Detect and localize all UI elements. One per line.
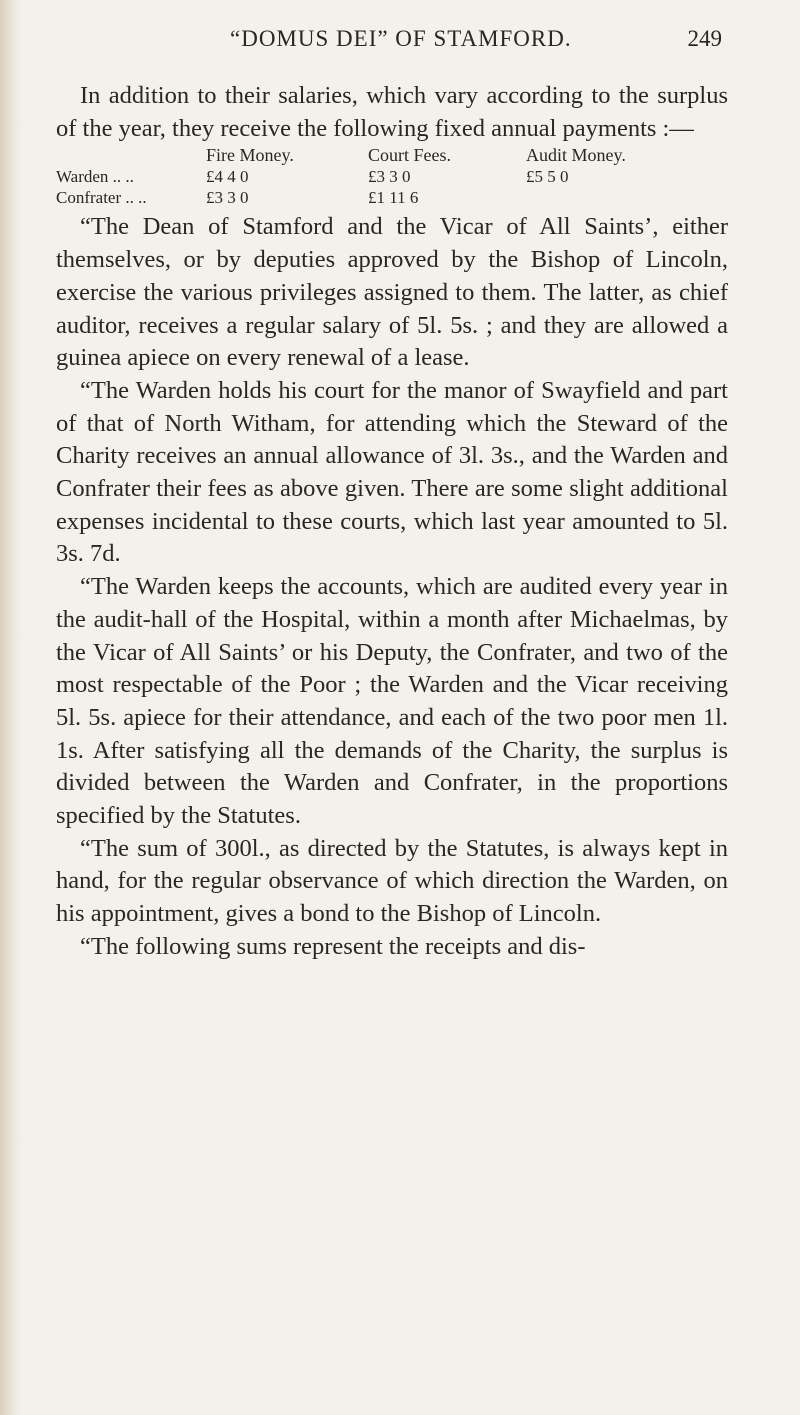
body-text	[56, 80, 728, 964]
running-head	[0, 26, 800, 66]
page-number: 249	[687, 26, 722, 51]
running-title: “DOMUS DEI” OF STAMFORD.	[230, 26, 572, 51]
paragraph-sum: “The sum of 300l., as directed by the Statutes, is always kept in hand, for the regular observance of which direction the Warden, on his appointment, gives a bond to the Bishop of Lincoln.	[56, 834, 728, 928]
fees-row-label: Confrater .. ..	[56, 188, 147, 208]
fees-cell-audit	[526, 187, 666, 208]
fees-header-blank	[56, 145, 206, 166]
fees-row-confrater	[56, 187, 666, 208]
fees-cell-court: £1 11 6	[368, 188, 419, 208]
fees-cell-audit: £5 5 0	[526, 167, 569, 187]
fees-cell-court: £3 3 0	[368, 167, 411, 187]
fees-row-label: Warden .. ..	[56, 167, 134, 187]
fees-header-audit: Audit Money.	[526, 145, 626, 166]
fees-table	[56, 145, 666, 208]
fees-cell-fire: £4 4 0	[206, 167, 249, 187]
fees-row-warden	[56, 166, 666, 187]
paragraph-accounts: “The Warden keeps the accounts, which are audited every year in the audit-hall of the Hospital, within a month after Michaelmas, by the Vicar of All Saints’ or his Deputy, the Confrater, and two of the most respectable of the Poor ; the Warden and the Vicar receiving 5l. 5s. apiece for their attendance, and each of the two poor men 1l. 1s. After satisfying all the demands of the Charity, the surplus is divided between the Warden and Confrater, in the proportions specified by the Statutes.	[56, 573, 728, 830]
fees-header-fire: Fire Money.	[206, 145, 294, 166]
paragraph-dean: “The Dean of Stamford and the Vicar of All Saints’, either themselves, or by deputies approved by the Bishop of Lincoln, exercise the various privileges assigned to them. The latter, as chief auditor, receives a regular salary of 5l. 5s. ; and they are allowed a guinea apiece on every renewal of a lease.	[56, 213, 728, 372]
paragraph-receipts: “The following sums represent the receipts and dis-	[80, 932, 586, 960]
fees-header-court: Court Fees.	[368, 145, 451, 166]
paragraph-court: “The Warden holds his court for the manor of Swayfield and part of that of North Witham, for attending which the Steward of the Charity receives an annual allowance of 3l. 3s., and the Warden and Confrater their fees as above given. There are some slight additional expenses incidental to these courts, which last year amounted to 5l. 3s. 7d.	[56, 376, 728, 568]
fees-cell-fire: £3 3 0	[206, 188, 249, 208]
page-gutter-edge	[0, 0, 22, 1415]
intro-paragraph: In addition to their salaries, which vary according to the surplus of the year, they receive the following fixed annual payments :—	[56, 82, 728, 142]
fees-header-row	[56, 145, 666, 166]
